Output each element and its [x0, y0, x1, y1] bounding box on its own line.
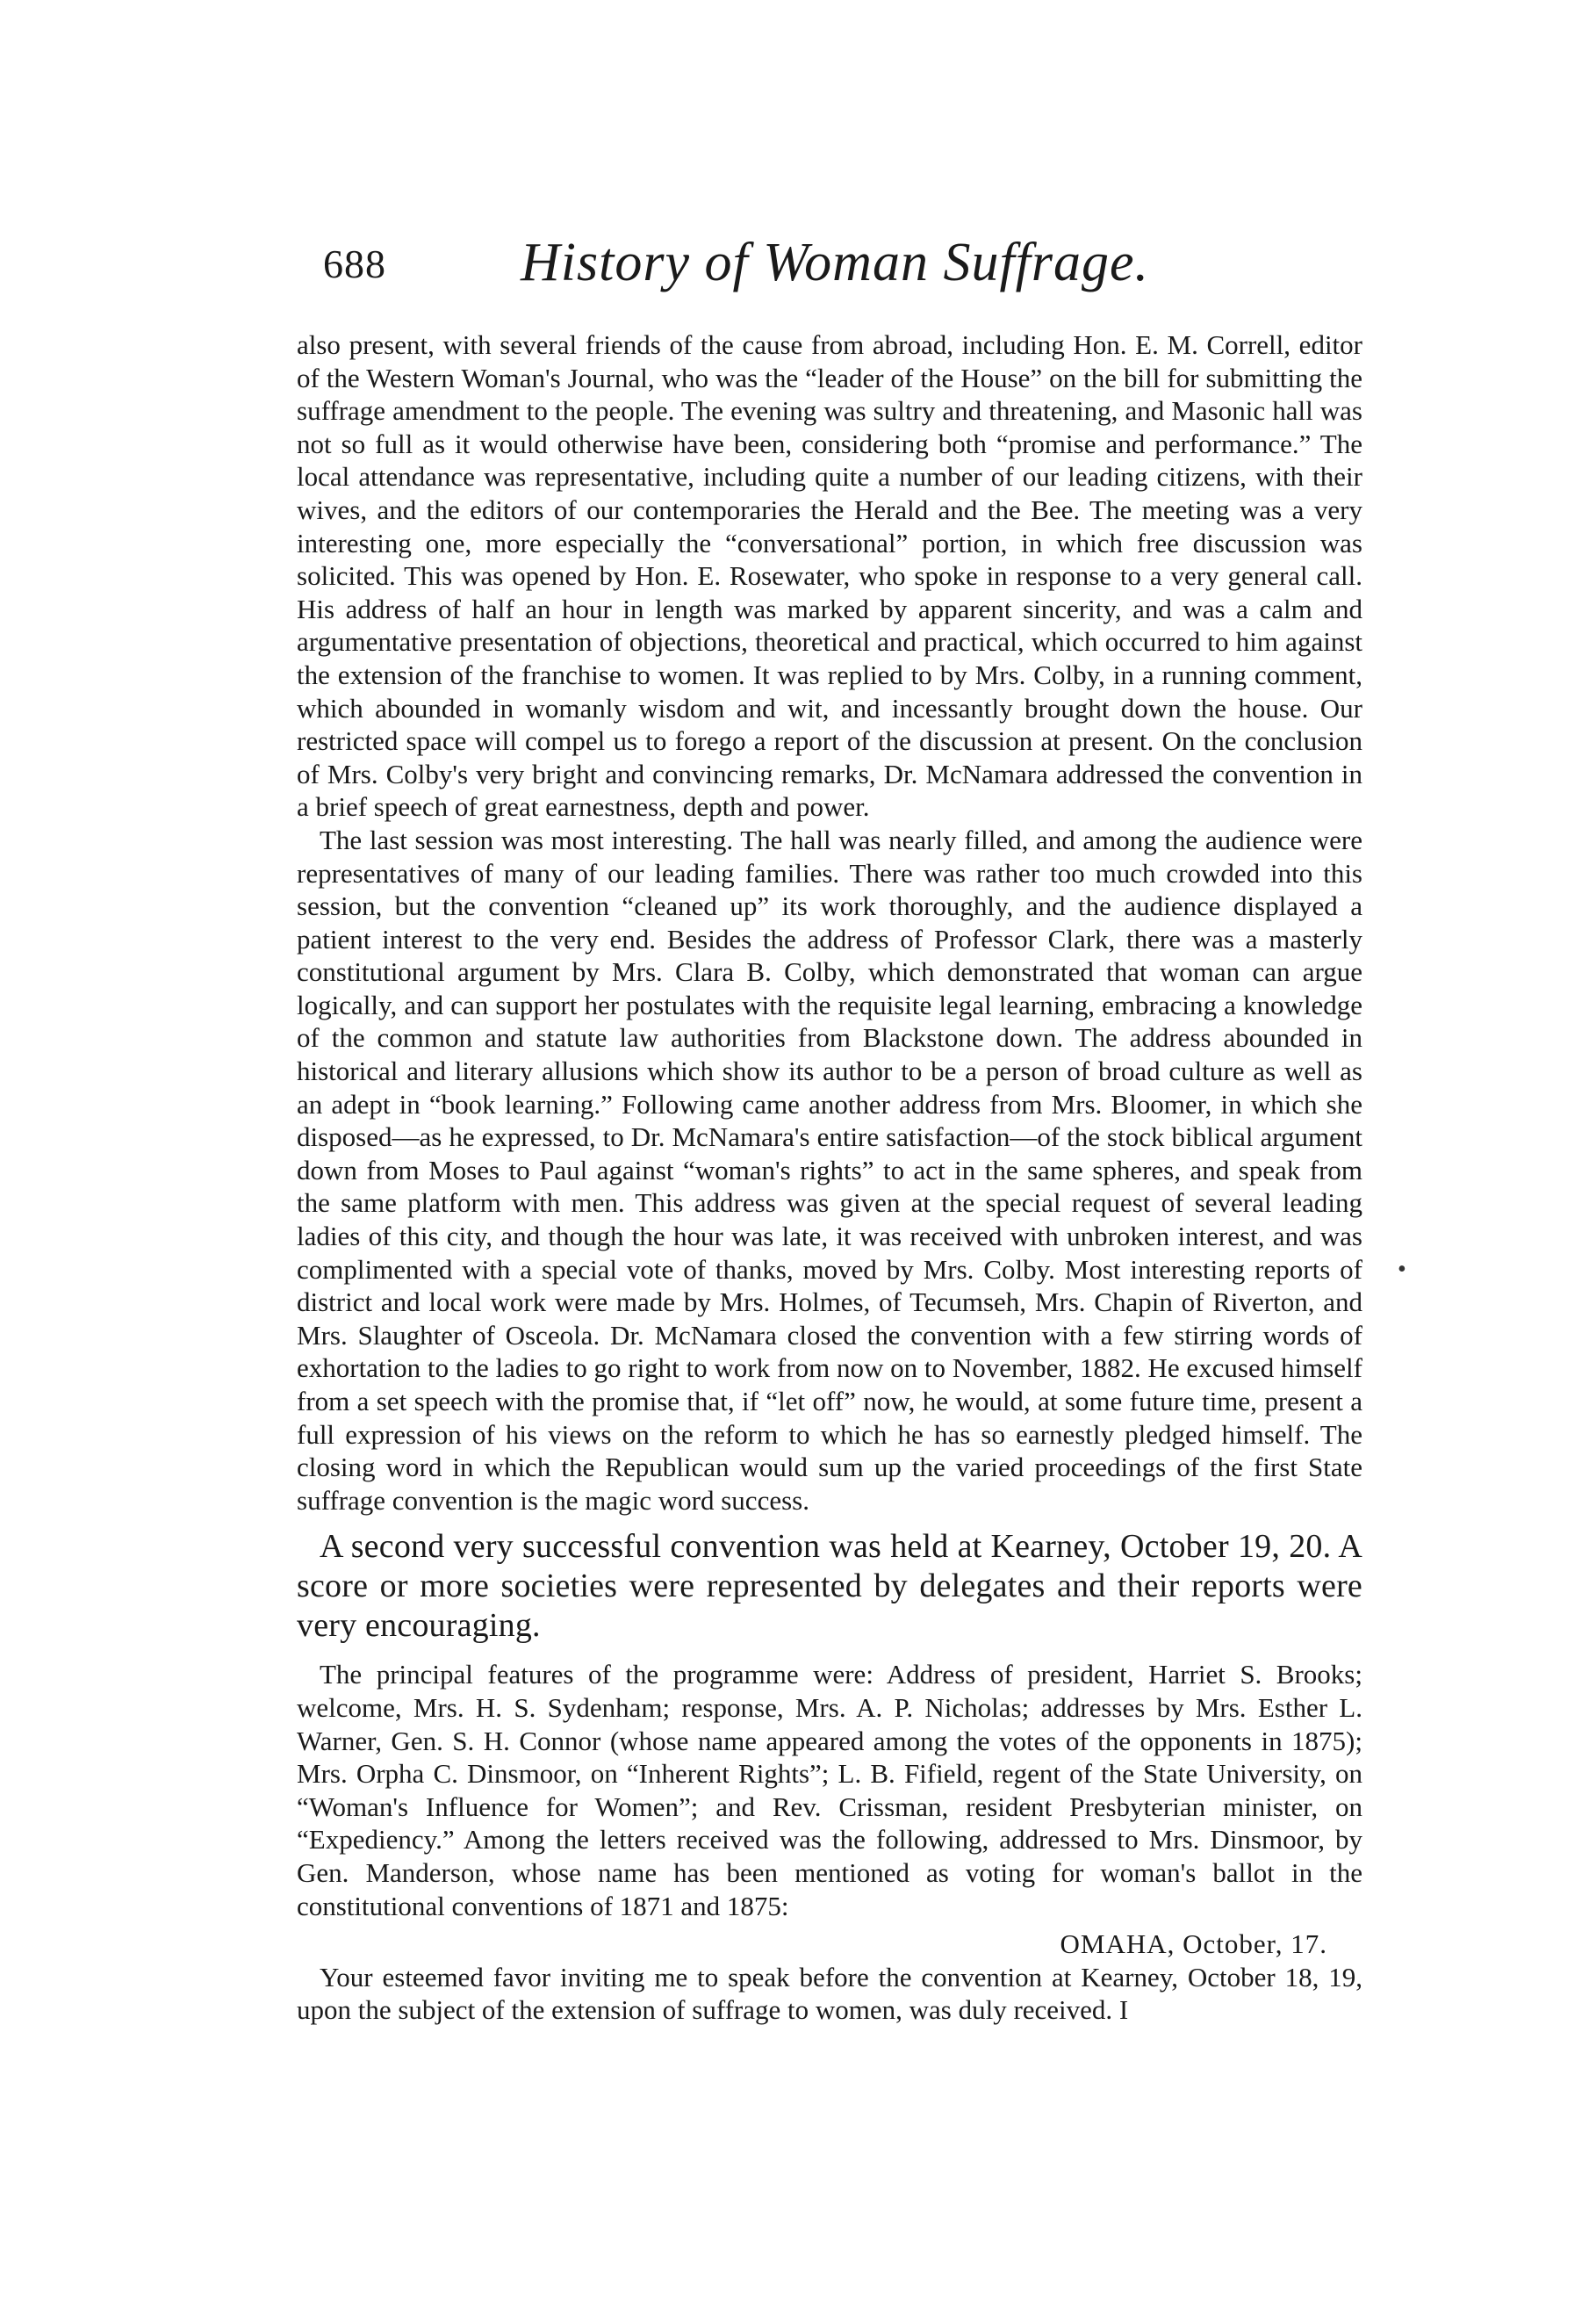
page-header — [323, 232, 1377, 302]
paragraph-2: The last session was most interesting. The hall was nearly filled, and among the audience were representatives of many of our leading families. There was rather too much crowded into this session, but the convention “cleaned up” its work thoroughly, and the audience displayed a patient interest to the very end. Besides the address of Professor Clark, there was a masterly constitutional argument by Mrs. Clara B. Colby, which demonstrated that woman can argue logically, and can support her postulates with the requisite legal learning, embracing a knowledge of the common and statute law authorities from Blackstone down. The address abounded in historical and literary allusions which show its author to be a person of broad culture as well as an adept in “book learning.” Following came another address from Mrs. Bloomer, in which she disposed—as he expressed, to Dr. McNamara's entire satisfaction—of the stock biblical argument down from Moses to Paul against “woman's rights” to act in the same spheres, and speak from the same platform with men. This address was given at the special request of several leading ladies of this city, and though the hour was late, it was received with unbroken interest, and was complimented with a special vote of thanks, moved by Mrs. Colby. Most interesting reports of district and local work were made by Mrs. Holmes, of Tecumseh, Mrs. Chapin of Riverton, and Mrs. Slaughter of Osceola. Dr. McNamara closed the convention with a few stirring words of exhortation to the ladies to go right to work from now on to November, 1882. He excused himself from a set speech with the promise that, if “let off” now, he would, at some future time, present a full expression of his views on the reform to which he has so earnestly pledged himself. The closing word in which the Republican would sum up the varied proceedings of the first State suffrage convention is the magic word success. — [297, 824, 1362, 1516]
paragraph-3: A second very successful convention was held at Kearney, October 19, 20. A score or more societies were represented by delegates and their reports were very encouraging. — [297, 1528, 1362, 1645]
running-title: History of Woman Suffrage. — [521, 233, 1150, 292]
paragraph-4: The principal features of the programme were: Address of president, Harriet S. Brooks; welcome, Mrs. H. S. Sydenham; response, Mrs. A. P. Nicholas; addresses by Mrs. Esther L. Warner, Gen. S. H. Connor (whose name appeared among the votes of the opponents in 1875); Mrs. Orpha C. Dinsmoor, on “Inherent Rights”; L. B. Fifield, regent of the State University, on “Woman's Influence for Women”; and Rev. Crissman, resident Presbyterian minister, on “Expediency.” Among the letters received was the following, addressed to Mrs. Dinsmoor, by Gen. Manderson, whose name has been mentioned as voting for woman's ballot in the constitutional conventions of 1871 and 1875: — [297, 1659, 1362, 1921]
paragraph-5: Your esteemed favor inviting me to speak before the convention at Kearney, October 18, 19, upon the subject of the extension of suffrage to women, was duly received. I — [297, 1961, 1362, 2026]
page-number: 688 — [323, 241, 386, 286]
body-text — [297, 328, 1362, 2027]
letter-dateline: OMAHA, October, 17. — [1060, 1928, 1327, 1960]
paragraph-1: also present, with several friends of the cause from abroad, including Hon. E. M. Correll, editor of the Western Woman's Journal, who was the “leader of the House” on the bill for submitting the suffrage amendment to the people. The evening was sultry and threatening, and Masonic hall was not so full as it would otherwise have been, considering both “promise and performance.” The local attendance was representative, including quite a number of our leading citizens, with their wives, and the editors of our contemporaries the Herald and the Bee. The meeting was a very interesting one, more especially the “conversational” portion, in which free discussion was solicited. This was opened by Hon. E. Rosewater, who spoke in response to a very general call. His address of half an hour in length was marked by apparent sincerity, and was a calm and argumentative presentation of objections, theoretical and practical, which occurred to him against the extension of the franchise to women. It was replied to by Mrs. Colby, in a running comment, which abounded in womanly wisdom and wit, and incessantly brought down the house. Our restricted space will compel us to forego a report of the discussion at present. On the conclusion of Mrs. Colby's very bright and convincing remarks, Dr. McNamara addressed the convention in a brief speech of great earnestness, depth and power. — [297, 329, 1362, 823]
margin-mark: • — [1398, 1256, 1406, 1283]
